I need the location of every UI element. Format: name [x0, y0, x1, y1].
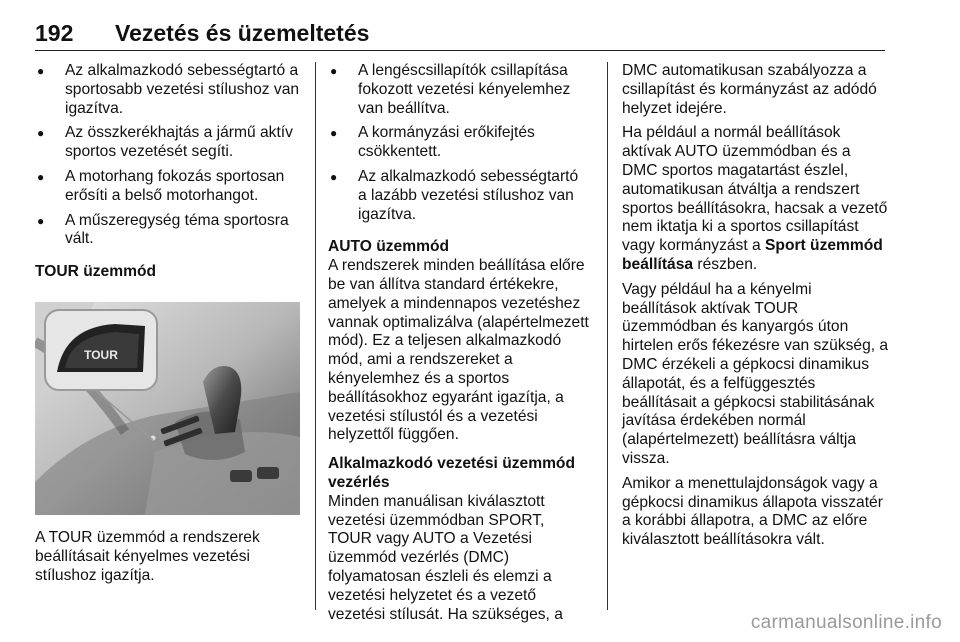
paragraph-text: részben. — [693, 255, 758, 273]
column-2 — [328, 62, 590, 630]
list-item: ● A motorhang fokozás sportosan erősíti a belső motorhangot. — [35, 168, 300, 206]
column-3 — [622, 62, 890, 556]
list-item: ● Az alkalmazkodó sebességtartó a lazább vezetési stílushoz van igazítva. — [328, 168, 590, 224]
photo-illustration — [35, 302, 300, 515]
section-heading-adaptive-control: Alkalmazkodó vezetési üzemmód vezérlés — [328, 455, 575, 491]
paragraph: DMC automatikusan szabályozza a csillapítást és kormányzást az adódó helyzet idejére. — [622, 62, 877, 117]
list-item: ● A kormányzási erőkifejtés csökkentett. — [328, 124, 590, 162]
sport-mode-setting-ref: Sport üzemmód beállítása — [622, 237, 883, 273]
page-header — [35, 14, 885, 51]
list-item: ● A lengéscsillapítók csillapítása fokozott vezetési kényelemhez van beállítva. — [328, 62, 590, 118]
page-number: 192 — [35, 20, 74, 46]
auto-mode-text: A rendszerek minden beállítása előre be van állítva standard értékekre, amelyek a mindennapos vezetéshez vannak optimalizálva (alapértelmezett mód). Ez a teljesen alkalmazkodó mód, ami a rendszereket a kényelemhez és a sportos beállításokhoz egyaránt igazítja, a vezetési stílustól és a vezetési helyzettől függően. — [328, 257, 589, 444]
tour-button-photo — [35, 302, 300, 515]
column-divider — [315, 62, 316, 610]
section-heading-tour: TOUR üzemmód — [35, 263, 157, 281]
feature-list — [328, 62, 590, 224]
photo-caption: A TOUR üzemmód a rendszerek beállításait kényelmes vezetési stílushoz igazítja. — [35, 528, 260, 584]
paragraph — [622, 124, 890, 274]
watermark: carmanualsonline.info — [750, 612, 942, 633]
column-1 — [35, 62, 300, 591]
tour-button-label: TOUR — [84, 347, 118, 362]
section-heading-auto: AUTO üzemmód — [328, 238, 450, 256]
paragraph: Vagy például ha a kényelmi beállítások aktívak TOUR üzemmódban és kanyargós úton hirtelen erős fékezésre van szükség, a DMC érzékeli a gépkocsi dinamikus állapotát, és a felfüggesztés beállításait a gépkocsi stabilitásának javítása érdekében normál (alapértelmezett) beállításra váltja vissza. — [622, 280, 889, 467]
page-title: Vezetés és üzemeltetés — [115, 20, 370, 46]
paragraph: Amikor a menettulajdonságok vagy a gépkocsi dinamikus állapota visszatér a korábbi állapotra, a DMC az előre kiválasztott beállításokra vált. — [622, 474, 883, 549]
list-item: ● Az alkalmazkodó sebességtartó a sportosabb vezetési stílushoz van igazítva. — [35, 62, 300, 118]
list-item: ● Az összkerékhajtás a jármű aktív sportos vezetését segíti. — [35, 124, 300, 162]
column-divider — [607, 62, 608, 610]
list-item: ● A műszeregység téma sportosra vált. — [35, 212, 300, 250]
paragraph-text: Ha például a normál beállítások aktívak AUTO üzemmódban és a DMC sportos magatartást észlel, automatikusan átváltja a rendszert sportos beállításokra, hacsak a vezető nem iktatja ki a sportos csillapítást vagy kormányzást a — [622, 124, 888, 255]
adaptive-control-text: Minden manuálisan kiválasztott vezetési üzemmódban SPORT, TOUR vagy AUTO a Vezetési üzemmód vezérlés (DMC) folyamatosan észleli és elemzi a vezetési helyzetet és a vezető vezetési stílusát. Ha szükséges, a — [328, 492, 563, 623]
feature-list — [35, 62, 300, 249]
